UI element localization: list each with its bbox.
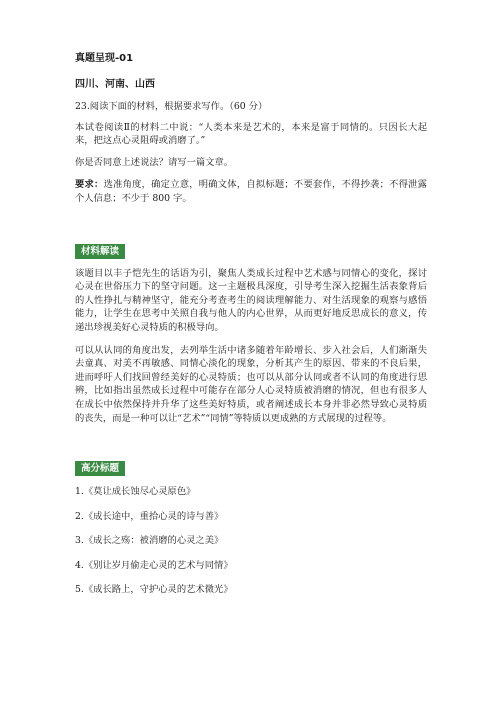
section-title: 真题呈现-01: [75, 53, 134, 64]
requirements-text: 选准角度，确定立意，明确文体，自拟标题；不要套作，不得抄袭；不得泄露个人信息；不少于 800 字。: [75, 179, 427, 204]
analysis-paragraph-1: 该题目以丰子恺先生的话语为引，聚焦人类成长过程中艺术感与同情心的变化，探讨心灵在世俗压力下的坚守问题。这一主题极具深度，引导考生深入挖掘生活表象背后的人性挣扎与精神坚守，能充分考查考生的阅读理解能力、对生活现象的观察与感悟能力，让学生在思考中关照自我与他人的内心世界，从而更好地反思成长的意义，传递出珍视美好心灵特质的积极导向。: [75, 267, 427, 333]
title-list: [75, 485, 427, 597]
question-ask: 你是否同意上述说法？请写一篇文章。: [75, 156, 234, 168]
list-item-title-1: 1.《莫让成长蚀尽心灵原色》: [75, 486, 196, 498]
question-prompt: 23.阅读下面的材料，根据要求写作。（60 分）: [75, 101, 268, 112]
requirements-label: 要求：: [75, 179, 104, 191]
document-page: [75, 52, 427, 608]
analysis-paragraph-2: 可以从认同的角度出发，去列举生活中诸多随着年龄增长、步入社会后，人们渐渐失去童真、对美不再敏感、同情心淡化的现象，分析其产生的原因、带来的不良后果，进而呼吁人们找回曾经美好的心灵特质；也可以从部分认同或者不认同的角度进行思辨，比如指出虽然成长过程中可能存在部分人心灵特质被消磨的情况，但也有很多人在成长中依然保持并升华了这些美好特质，或者阐述成长本身并非必然导致心灵特质的丧失，而是一种可以让“艺术”“同情”等特质以更成熟的方式展现的过程等。: [75, 344, 427, 424]
titles-badge: 高分标题: [75, 461, 125, 476]
list-item-title-3: 3.《成长之殇：被消磨的心灵之美》: [75, 535, 224, 547]
question-material: 本试卷阅读Ⅱ的材料二中说：“人类本来是艺术的，本来是富于同情的。只因长大起来，把这点心灵阻碍或消磨了。”: [75, 121, 427, 147]
analysis-badge: 材料解读: [75, 244, 125, 259]
list-item-title-4: 4.《别让岁月偷走心灵的艺术与同情》: [75, 559, 233, 571]
exam-regions: 四川、河南、山西: [75, 79, 155, 90]
list-item-title-5: 5.《成长路上，守护心灵的艺术微光》: [75, 584, 233, 596]
list-item-title-2: 2.《成长途中，重拾心灵的诗与善》: [75, 510, 224, 522]
question-requirements: [75, 178, 427, 205]
